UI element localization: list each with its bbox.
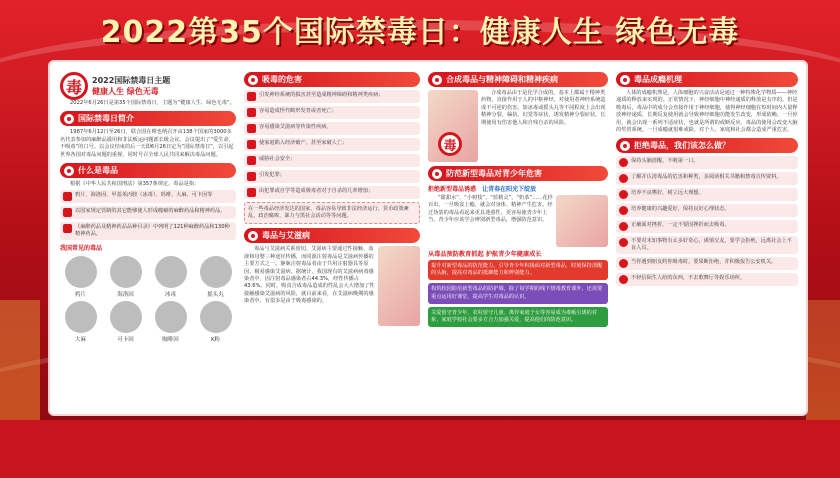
bullet-icon [248, 75, 258, 85]
drug-item: 冰毒 [150, 256, 191, 298]
check-icon [619, 275, 628, 284]
check-icon [619, 158, 628, 167]
subtitle-a: 拒绝新型毒品诱惑 [428, 186, 477, 193]
warning-icon [247, 92, 256, 101]
illustration-image [378, 246, 420, 326]
tip-banner: 提升对新型毒品的防范能力，引导青少年积极面对新型毒品，时刻保持清醒的头脑，提高对毒品的抵御能力和辨别能力。 [428, 260, 608, 280]
warning-icon [247, 124, 256, 133]
column-addiction [616, 68, 798, 410]
list-item: 培养不良嗜好，树立远大理想。 [616, 188, 798, 201]
drug-image [65, 256, 97, 288]
list-item: 不要对未知事物有太多好奇心，谨慎交友，要学会拒绝，远离社会上不良人员。 [616, 236, 798, 254]
synthetic-section [428, 90, 608, 162]
list-item: 当你遇到朋友约你吸毒时，要果断拒绝，并积极报告公安机关。 [616, 257, 798, 270]
warning-icon [247, 172, 256, 181]
drug-item: K粉 [195, 301, 236, 343]
list-item: 培养健康的兴趣爱好，保持良好心理状态。 [616, 204, 798, 217]
section-text: “甜甜水”、“小树枝”、“蓝精灵”、“奶茶”……花样百出，一旦吸食上瘾，就会对身体、精神产生危害。经过伪装的毒品看起来更具迷惑性，更容易使青少年上当。青少年应该学会辨别新型毒品，增强防范意识。 [428, 195, 553, 224]
bullet-icon [620, 141, 630, 151]
content-board [50, 62, 806, 414]
no-drug-icon: 毒 [438, 132, 462, 156]
drug-image [110, 256, 142, 288]
list-item: 保持头脑清醒，不吸第一口。 [616, 156, 798, 169]
section-text: 合成毒品由于是化学合成的，基本上都属于精神类药物，直接作用于人的中枢神经，对使用者神经系统造成不可逆的伤害。如冰毒或摇头丸等不同程度上会出现精神分裂、偏执、幻觉等症状，诱发精神分裂症状，长期使用有伤害他人和自残自杀的风险。 [481, 90, 606, 126]
section-header: 什么是毒品 [60, 163, 236, 178]
list-item: 容易造成怪代畸形发育或者死亡； [244, 106, 420, 119]
section-header: 毒品与艾滋病 [244, 228, 420, 243]
list-item: 引发神经系统的损害甚至造成精神障碍和精神类疾病； [244, 90, 420, 103]
drug-badge-icon: 毒 [60, 72, 88, 100]
list-item: 不轻信陌生人给的东西，不去歌舞厅等娱乐场所。 [616, 273, 798, 286]
subtitle-row [428, 184, 608, 193]
drug-image [200, 301, 232, 333]
section-text: 人体的成瘾机理是，人体细胞的兴奋活动是通过一种特殊化学物质——神经递质的释放来实现的。正常情况下，神经细胞中神经递质的释放是有序的。但是吸毒后，毒品中的成分会直接作用于神经细胞，使得神经细胞在短时间内大量释放神经递质，长期反复使用就会导致神经细胞功能发生改变，形成依赖。一旦停用，就会出现一系列不适症状，也就是所谓的戒断反应。毒品的使用会改变大脑的奖赏系统，一旦成瘾就很难戒除，对个人、家庭和社会都会造成严重危害。 [616, 90, 798, 134]
illustration-image [556, 195, 608, 247]
bullet-icon [64, 114, 74, 124]
section-header: 吸毒的危害 [244, 72, 420, 87]
gallery-title: 我国常见的毒品 [60, 245, 103, 253]
aids-section [244, 246, 420, 326]
drug-item: 鸦片 [60, 256, 101, 298]
warning-icon [247, 188, 256, 197]
column-synthetic [428, 68, 608, 410]
drug-image [110, 301, 142, 333]
drug-item: 海洛因 [105, 256, 146, 298]
pill-icon [63, 224, 72, 233]
subtitle-b: 让青春在阳光下绽放 [482, 186, 537, 193]
check-icon [619, 259, 628, 268]
decor-left [0, 300, 40, 420]
section-text: 毒品与艾滋病关系密切。艾滋病主要通过性接触、血液和母婴三种途径传播，而同源注射毒品是艾滋病传播的主要方式之一。静脉注射毒品者由于共用注射器具等原因，极易感染艾滋病。据统计，我国现有的艾滋病病毒感染者中，因注射毒品感染者占44.3%，经性传播占43.6%。同时，吸食合成毒品造成的性乱会大大增加了性接触感染艾滋病的风险，就目前来看，在艾滋病晚期的感染者中，有很多是由于吸毒感染的。 [244, 246, 375, 305]
drug-image [155, 301, 187, 333]
check-icon [619, 206, 628, 215]
section-header: 国际禁毒日简介 [60, 111, 236, 126]
drug-gallery [60, 256, 236, 343]
column-intro [60, 68, 236, 410]
check-icon [619, 174, 628, 183]
bullet-icon [248, 231, 258, 241]
column-harms [244, 68, 420, 410]
drug-item: 大麻 [60, 301, 101, 343]
section-text: 1987年6月12日至26日，联合国在维也纳召开由138个国家的3000多名代表参加的麻醉品滥用和非法贩运问题部长级会议。会议提出了“爱生命，不吸毒”的口号。以会议结束的后一天即6月26日定为“国际禁毒日”，以引起世界各国对毒品问题的重视，同时号召全球人民共同来解决毒品问题。 [60, 129, 234, 158]
list-item: 引发犯罪； [244, 170, 420, 183]
bullet-icon [620, 75, 630, 85]
warning-icon [247, 108, 256, 117]
tip-banner: 关爱留守青少年，农村留守儿童、离异家庭子女等容易成为毒贩引诱的对象，家庭学校社会要多方合力加强关爱，提高他们的防范意识。 [428, 307, 608, 327]
note-box: 在一些毒品经济发达的国家，毒品容易导致非法经济运行、货币政策紊乱、政治腐败、暴力与黑社会活动等等问题。 [244, 202, 420, 224]
bullet-icon [432, 75, 442, 85]
warning-icon [247, 156, 256, 165]
check-icon [619, 222, 628, 231]
list-item: 以国家规定管制的其它能够使人形成瘾癖的麻醉药品和精神药品。 [60, 206, 236, 219]
list-item: 《麻醉药品及精神药品品种目录》中列明了121种麻醉药品和130种精神药品。 [60, 222, 236, 240]
page-title: 2022第35个国际禁毒日：健康人生 绿色无毒 [100, 15, 740, 50]
drug-item: 摇头丸 [195, 256, 236, 298]
bullet-icon [432, 169, 442, 179]
section-text: 根据《中华人民共和国刑法》第357条规定，毒品是指： [70, 181, 200, 188]
intro-text: 2022年6月26日是第35个国际禁毒日，主题为“健康人生、绿色无毒”。 [70, 100, 235, 106]
pill-icon [63, 208, 72, 217]
list-item: 了解并认清毒品的危害和种类，多阅读相关书籍和禁毒宣传资料。 [616, 172, 798, 185]
warning-icon [247, 140, 256, 149]
bullet-icon [64, 166, 74, 176]
intro-theme: 健康人生 绿色无毒 [92, 87, 159, 96]
list-item: 容易感染艾滋病等传染性疾病。 [244, 122, 420, 135]
section-header: 拒绝毒品，我们该怎么做？ [616, 138, 798, 153]
check-icon [619, 190, 628, 199]
drug-item: 可卡因 [105, 301, 146, 343]
drug-item: 咖啡因 [150, 301, 191, 343]
check-icon [619, 238, 628, 247]
subtitle-education: 从毒品预防教育抓起 护航青少年健康成长 [428, 251, 542, 258]
list-item: 正确面对挫折，一定不要因挫折而去吸毒。 [616, 220, 798, 233]
section-header: 毒品成瘾机理 [616, 72, 798, 87]
intro-header [60, 72, 236, 100]
teen-section [428, 195, 608, 247]
list-item: 威胁社会安全； [244, 154, 420, 167]
section-header: 防范新型毒品对青少年危害 [428, 166, 608, 181]
list-item: 由犯罪或自学等造成吸毒者对于自杀的几率增加； [244, 186, 420, 199]
drug-image [200, 256, 232, 288]
decor-right [806, 300, 840, 420]
intro-title: 2022国际禁毒日主题 [92, 76, 171, 85]
drug-image [65, 301, 97, 333]
list-item: 使家庭陷入经济破产、甚至家破人亡； [244, 138, 420, 151]
tip-banner: 构筑校园防范新型毒品的防护墙，除了每学期的线下禁毒教育课外，还需要重点运用好课堂，提高学生对毒品的认识。 [428, 283, 608, 303]
illustration [428, 90, 478, 162]
list-item: 鸦片、海洛因、甲基苯丙胺（冰毒）、吗啡、大麻、可卡因等 [60, 190, 236, 203]
section-header: 合成毒品与精神障碍和精神疾病 [428, 72, 608, 87]
drug-image [155, 256, 187, 288]
pill-icon [63, 192, 72, 201]
